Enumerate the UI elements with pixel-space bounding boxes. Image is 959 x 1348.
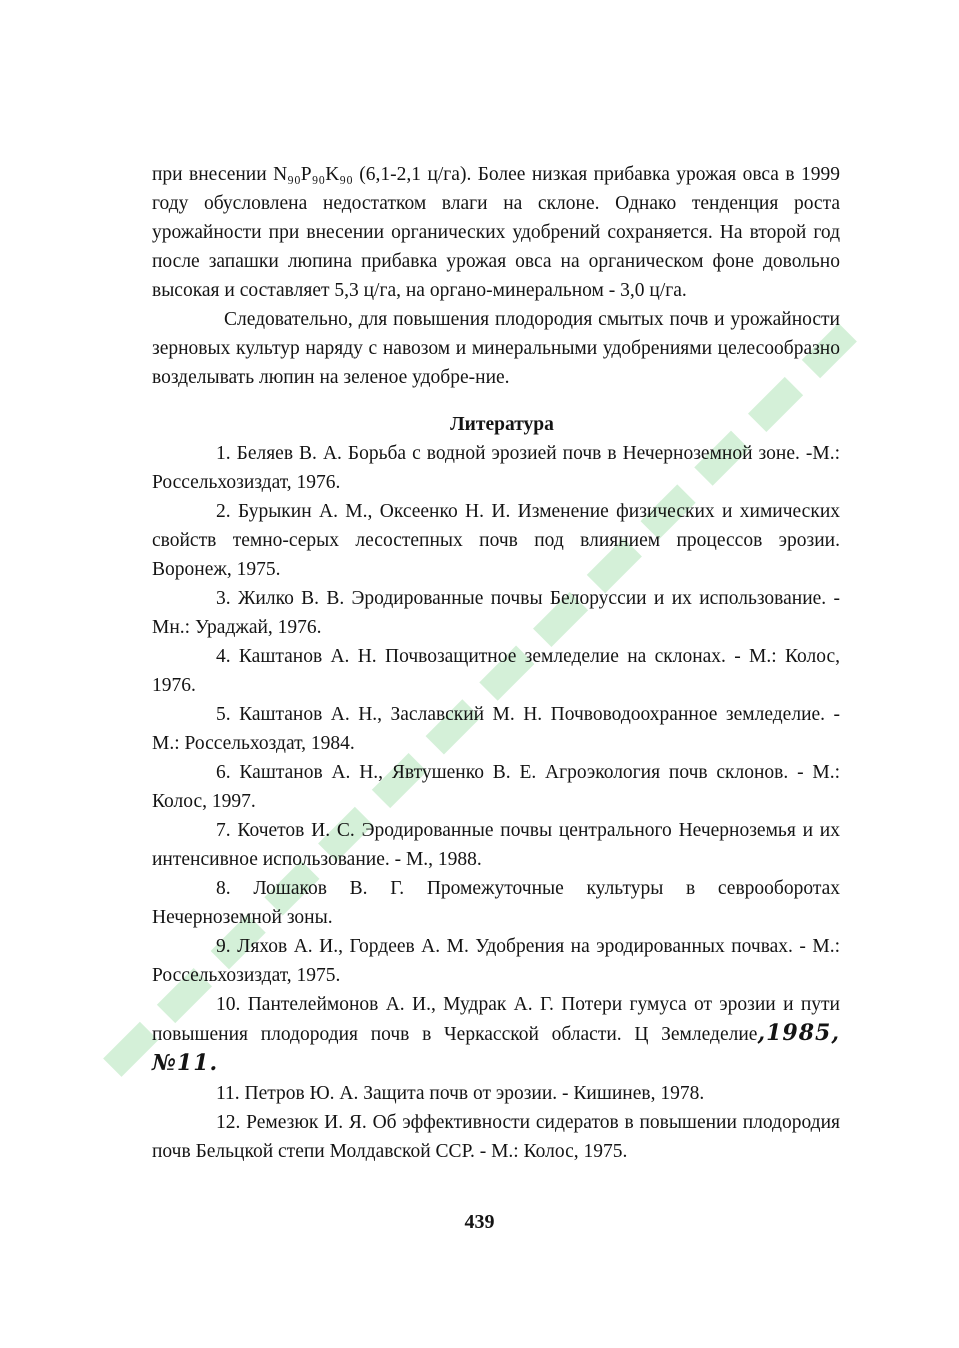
reference-item-10	[152, 990, 840, 1079]
literature-heading: Литература	[450, 414, 554, 435]
page-number: 439	[464, 1211, 495, 1233]
paragraph-1-rest: (6,1-2,1 ц/га). Более низкая прибавка урожая овса в 1999 году обусловлена недостатком влаги на склоне. Однако тенденция роста урожайности при внесении органических удобрений сохраняется. На второй год после запашки люпина прибавка урожая овса на органическом фоне довольно высокая и составляет 5,3 ц/га, на органо-минеральном - 3,0 ц/га.	[152, 164, 840, 301]
reference-item: 2. Бурыкин А. М., Оксеенко Н. И. Изменение физических и химических свойств темно-серых лесостепных почв под влиянием процессов эрозии. Воронеж, 1975.	[152, 501, 840, 580]
reference-item: 1. Беляев В. А. Борьба с водной эрозией почв в Нечерноземной зоне. -М.: Россельхозиздат, 1976.	[152, 443, 840, 493]
reference-item: 9. Ляхов А. И., Гордеев А. М. Удобрения на эродированных почвах. - М.: Россельхозиздат, 1975.	[152, 936, 840, 986]
reference-item: 8. Лошаков В. Г. Промежуточные культуры в севрооборотах Нечерноземной зоны.	[152, 878, 840, 928]
reference-item: 4. Каштанов А. Н. Почвозащитное земледелие на склонах. - М.: Колос, 1976.	[152, 646, 840, 696]
reference-item: 6. Каштанов А. Н., Явтушенко В. Е. Агроэкология почв склонов. - М.: Колос, 1997.	[152, 762, 840, 812]
body-paragraph-1	[152, 160, 840, 305]
reference-10-printed: 10. Пантелеймонов А. И., Мудрак А. Г. Потери гумуса от эрозии и пути повышения плодородия почв в Черкасской области. Ц Земледелие	[152, 994, 840, 1045]
reference-item: 11. Петров Ю. А. Защита почв от эрозии. - Кишинев, 1978.	[216, 1083, 705, 1104]
reference-item: 12. Ремезюк И. Я. Об эффективности сидератов в повышении плодородия почв Бельцкой степи Молдавской ССР. - М.: Колос, 1975.	[152, 1112, 840, 1162]
npk-formula: N₉₀P₉₀K₉₀	[273, 164, 353, 185]
reference-list	[152, 439, 840, 1166]
paragraph-1-lead: при внесении	[152, 164, 274, 185]
reference-item: 5. Каштанов А. Н., Заславский М. Н. Почвоводоохранное земледелие. - М.: Россельхоздат, 1984.	[152, 704, 840, 754]
body-paragraph-2: Следовательно, для повышения плодородия смытых почв и урожайности зерновых культур наряду с навозом и минеральными удобрениями целесообразно возделывать люпин на зеленое удобре-ние.	[152, 309, 840, 388]
page-content	[152, 160, 840, 1166]
reference-item: 7. Кочетов И. С. Эродированные почвы центрального Нечерноземья и их интенсивное использование. - М., 1988.	[152, 820, 840, 870]
reference-item: 3. Жилко В. В. Эродированные почвы Белоруссии и их использование. - Мн.: Ураджай, 1976.	[152, 588, 840, 638]
handwritten-annotation: ,1985, №11.	[152, 1020, 840, 1076]
